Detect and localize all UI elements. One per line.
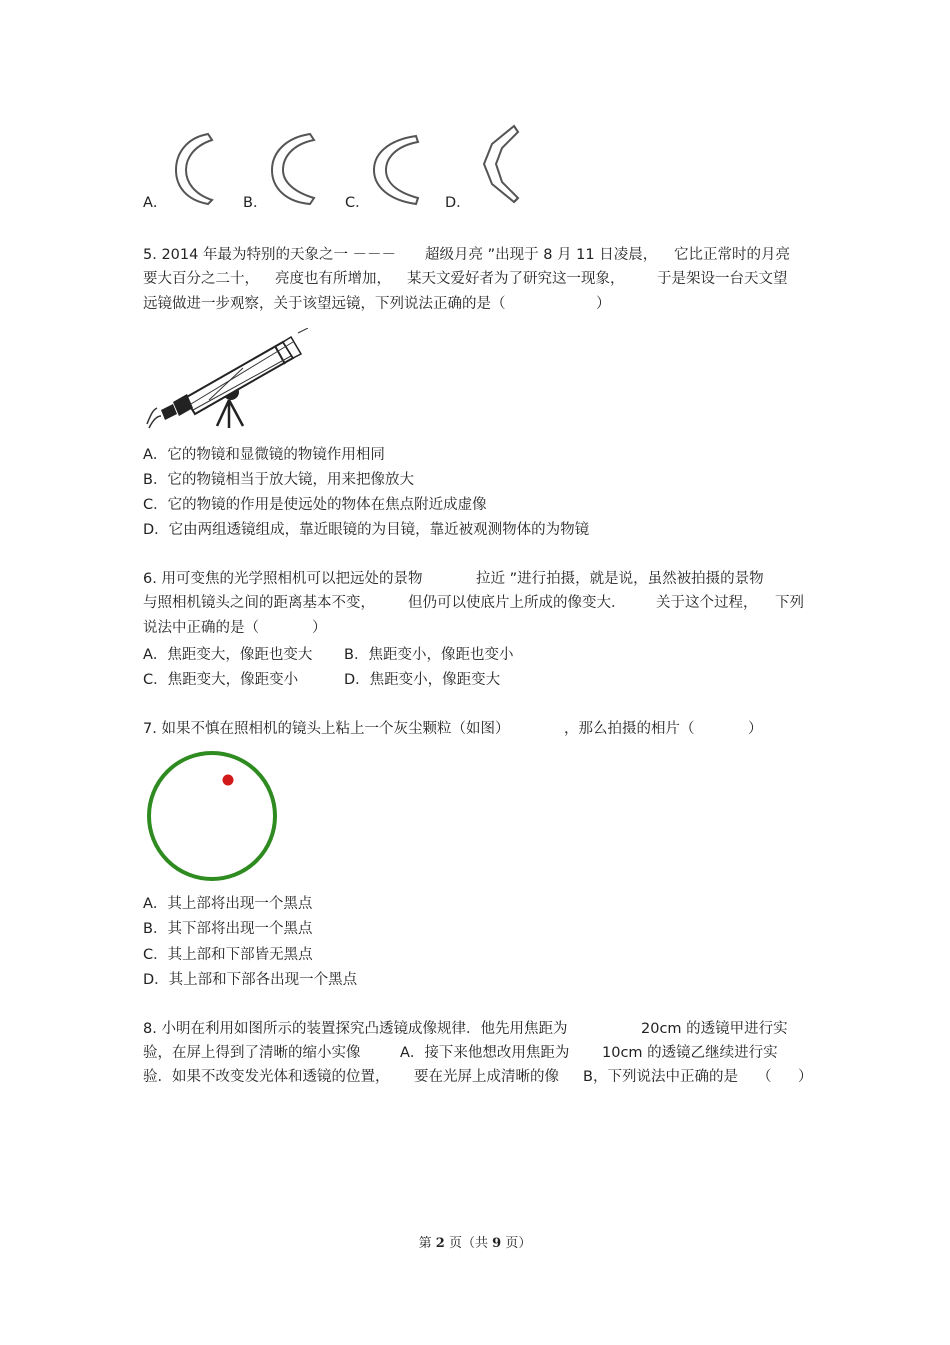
q5-text-segment: 要大百分之二十，	[143, 271, 259, 287]
q5-text-segment: 亮度也有所增加，	[275, 271, 391, 287]
q8-text-segment: A．接下来他想改用焦距为	[400, 1045, 570, 1061]
q6-text-segment: 拉近 ”进行拍摄，就是说，虽然被拍摄的景物	[476, 571, 764, 587]
page-footer	[0, 1232, 950, 1251]
q8-text-segment: 要在光屏上成清晰的像	[414, 1069, 559, 1085]
q5-option: B．它的物镜相当于放大镜，用来把像放大	[143, 472, 414, 488]
option-d-label: D．	[445, 195, 471, 211]
footer-total-pages: 9	[492, 1236, 502, 1251]
footer-prefix: 第	[418, 1236, 432, 1251]
q5-text-segment: 它比正常时的月亮	[674, 247, 790, 263]
q6-option: C．焦距变大，像距变小	[143, 672, 299, 688]
q6-option: B．焦距变小，像距也变小	[344, 647, 514, 663]
q8-text-segment: 验，在屏上得到了清晰的缩小实像	[143, 1045, 361, 1061]
footer-middle: 页（共	[448, 1236, 488, 1251]
q8-text-segment: 验．如果不改变发光体和透镜的位置，	[143, 1069, 390, 1085]
q6-text-segment: 说法中正确的是（	[143, 620, 259, 636]
option-c-label: C．	[345, 195, 370, 211]
q6-text-segment: 关于这个过程，	[656, 595, 758, 611]
lens-with-dust-figure	[144, 748, 282, 886]
q5-text-segment: 5. 2014 年最为特别的天象之一 －－－	[143, 247, 397, 263]
q8-text-segment: ）	[798, 1069, 813, 1085]
option-b-label: B．	[243, 195, 268, 211]
dust-particle	[223, 775, 234, 786]
footer-suffix: 页）	[505, 1236, 532, 1251]
q8-text-segment: 8. 小明在利用如图所示的装置探究凸透镜成像规律．他先用焦距为	[143, 1021, 568, 1037]
q5-text-segment: 于是架设一台天文望	[657, 271, 788, 287]
q6-text-segment: 但仍可以使底片上所成的像变大．	[408, 595, 626, 611]
q8-text-segment: B，下列说法中正确的是	[583, 1069, 738, 1085]
q6-text-segment: 与照相机镜头之间的距离基本不变，	[143, 595, 375, 611]
crescent-option-d-figure	[478, 122, 524, 208]
q5-text-segment: 超级月亮 ”出现于 8 月 11 日凌晨，	[425, 247, 658, 263]
footer-page-number: 2	[435, 1236, 445, 1251]
q7-option: C．其上部和下部皆无黑点	[143, 947, 313, 963]
q8-text-segment: 20cm 的透镜甲进行实	[641, 1021, 788, 1037]
crescent-option-c-figure	[370, 130, 424, 208]
q7-option: B．其下部将出现一个黑点	[143, 921, 313, 937]
q5-option: A．它的物镜和显微镜的物镜作用相同	[143, 447, 385, 463]
q8-text-segment: 10cm 的透镜乙继续进行实	[602, 1045, 778, 1061]
crescent-option-a-figure	[172, 130, 218, 208]
q5-text-segment: 远镜做进一步观察，关于该望远镜，下列说法正确的是（	[143, 296, 506, 312]
q5-text-segment: 某天文爱好者为了研究这一现象，	[407, 271, 625, 287]
option-a-label: A．	[143, 195, 168, 211]
q7-text-segment: ）	[748, 721, 763, 737]
q6-option: A．焦距变大，像距也变大	[143, 647, 313, 663]
q7-option: D．其上部和下部各出现一个黑点	[143, 972, 358, 988]
q6-text-segment: 下列	[775, 595, 804, 611]
q7-text-segment: 7. 如果不慎在照相机的镜头上粘上一个灰尘颗粒（如图）	[143, 721, 510, 737]
q6-text-segment: ）	[312, 620, 327, 636]
q5-option: D．它由两组透镜组成，靠近眼镜的为目镜，靠近被观测物体的为物镜	[143, 522, 590, 538]
telescope-figure	[143, 328, 313, 430]
q7-text-segment: ，那么拍摄的相片（	[564, 721, 695, 737]
q8-text-segment: （	[757, 1069, 772, 1085]
crescent-option-b-figure	[268, 130, 320, 208]
q7-option: A．其上部将出现一个黑点	[143, 896, 313, 912]
q5-text-segment: ）	[596, 296, 611, 312]
q6-option: D．焦距变小，像距变大	[344, 672, 501, 688]
q5-option: C．它的物镜的作用是使远处的物体在焦点附近成虚像	[143, 497, 487, 513]
q6-text-segment: 6. 用可变焦的光学照相机可以把远处的景物	[143, 571, 423, 587]
